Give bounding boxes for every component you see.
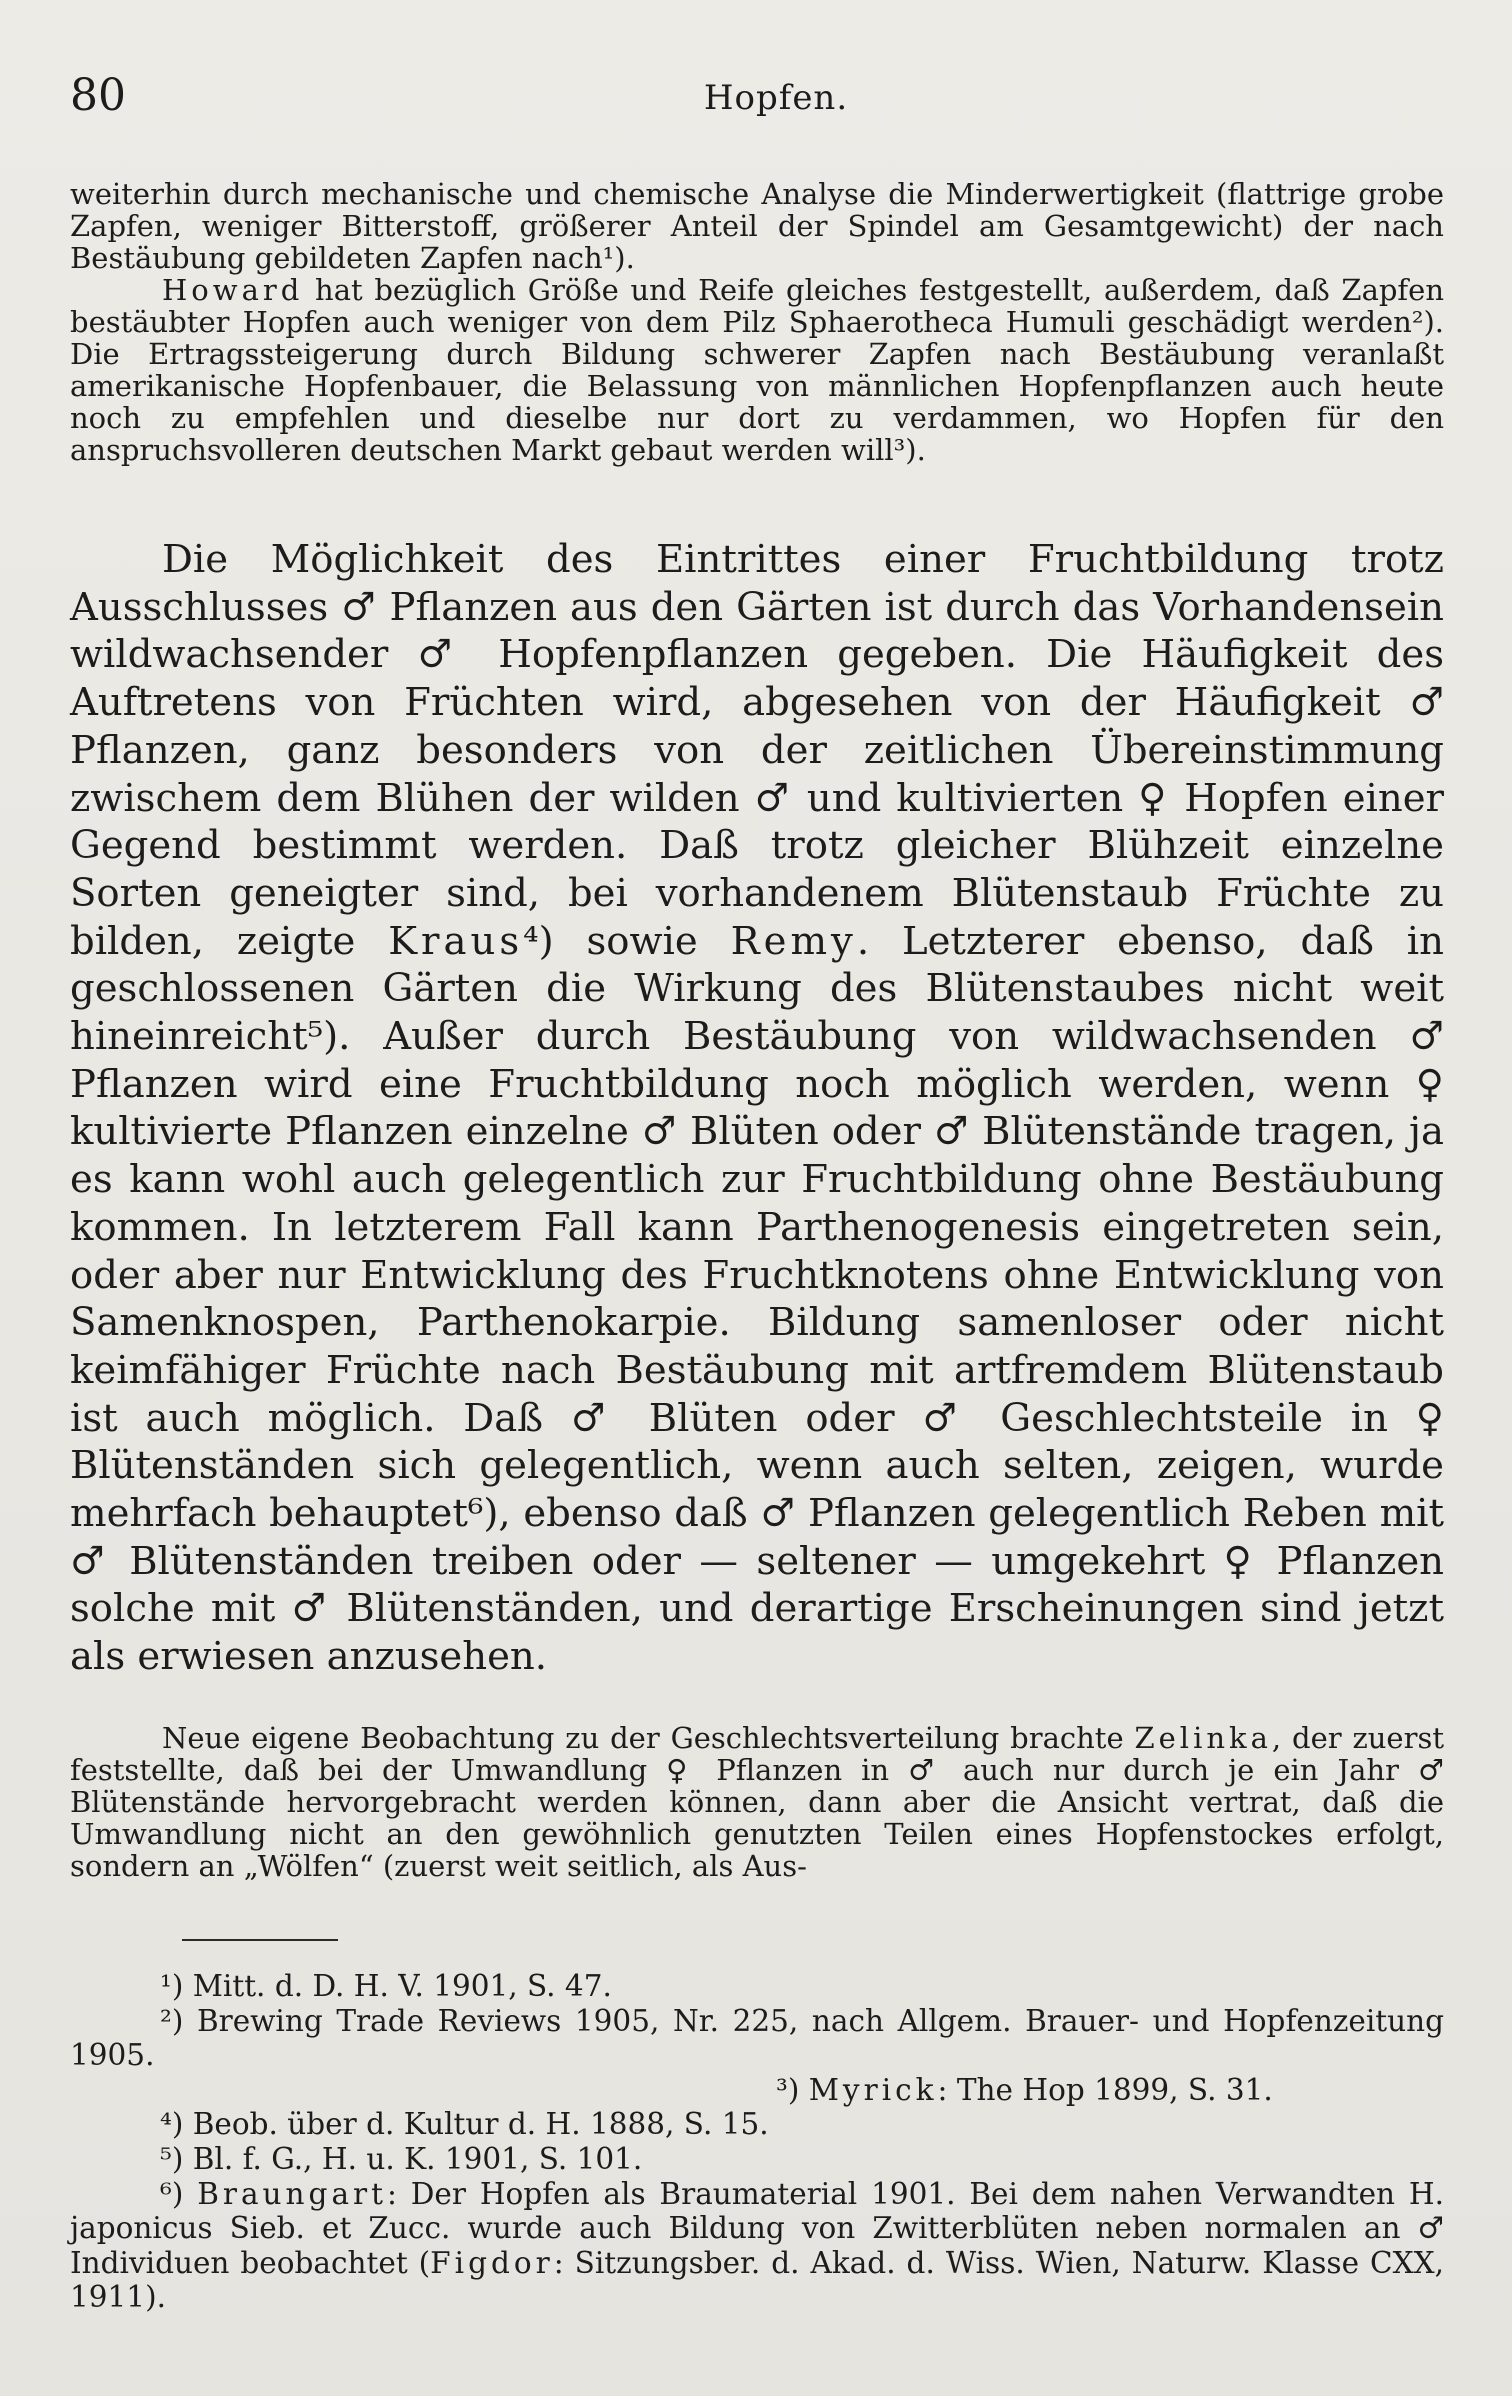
paragraph-zelinka bbox=[70, 1722, 1444, 1882]
page-number: 80 bbox=[70, 70, 126, 121]
author-name-remy: Remy bbox=[730, 918, 857, 964]
paragraph-fruchtbildung-part1: Die Möglichkeit des Eintrittes einer Fruchtbildung trotz Ausschlusses ♂ Pflanzen aus den Gärten ist durch das Vorhandensein wildwachsender ♂ Hopfenpflanzen gegeben. Die Häufigkeit des Auftretens von Früchten wird, abgesehen von der Häufigkeit ♂ Pflanzen, ganz besonders von der zeitlichen Übereinstimmung zwischem dem Blühen der wilden ♂ und kultivierten ♀ Hopfen einer Gegend bestimmt werden. Daß trotz gleicher Blühzeit einzelne Sorten geneigter sind, bei vorhandenem Blütenstaub Früchte zu bilden, zeigte bbox=[70, 537, 1444, 964]
footnote-6-marker: ⁶) bbox=[160, 2176, 198, 2211]
paragraph-continuation: weiterhin durch mechanische und chemische Analyse die Minderwertigkeit (flattrige grobe Zapfen, weniger Bitterstoff, größerer Anteil der Spindel am Gesamtgewicht) der nach Bestäubung gebildeten Zapfen nach¹). bbox=[70, 177, 1444, 275]
footnote-6 bbox=[70, 2177, 1444, 2315]
paragraph-howard bbox=[70, 274, 1444, 466]
footnote-divider bbox=[182, 1939, 338, 1941]
author-name-kraus: Kraus bbox=[388, 918, 524, 964]
footnotes bbox=[70, 1969, 1444, 2315]
author-name-braungart: Braungart bbox=[197, 2176, 387, 2211]
footnote-2: ²) Brewing Trade Reviews 1905, Nr. 225, nach Allgem. Brauer- und Hopfenzeitung 1905. bbox=[70, 2003, 1444, 2073]
running-title: Hopfen. bbox=[703, 78, 849, 118]
footnote-3-text: : The Hop 1899, S. 31. bbox=[937, 2072, 1273, 2107]
small-print-section-bottom bbox=[70, 1722, 1444, 1882]
author-name-figdor: Figdor bbox=[430, 2245, 554, 2280]
small-print-section-top bbox=[70, 178, 1444, 466]
footnote-6-text-1: : Der Hopfen als Braumaterial 1901. Bei dem nahen Verwandten H. japonicus Sieb. et Zucc. wurde auch Bildung von Zwitterblüten neben normalen an ♂ Individuen beobachtet ( bbox=[70, 2176, 1444, 2280]
paragraph-fruchtbildung-part3: . Letzterer ebenso, daß in geschlossenen Gärten die Wirkung des Blütenstaubes nicht weit hineinreicht⁵). Außer durch Bestäubung von wildwachsenden ♂ Pflanzen wird eine Fruchtbildung noch möglich werden, wenn ♀ kultivierte Pflanzen einzelne ♂ Blüten oder ♂ Blütenstände tragen, ja es kann wohl auch gelegentlich zur Fruchtbildung ohne Bestäubung kommen. In letzterem Fall kann Parthenogenesis eingetreten sein, oder aber nur Entwicklung des Fruchtknotens ohne Entwicklung von Samenknospen, Parthenokarpie. Bildung samenloser oder nicht keimfähiger Früchte nach Bestäubung mit artfremdem Blütenstaub ist auch möglich. Daß ♂ Blüten oder ♂ Geschlechtsteile in ♀ Blütenständen sich gelegentlich, wenn auch selten, zeigen, wurde mehrfach behauptet⁶), ebenso daß ♂ Pflanzen gelegentlich Reben mit ♂ Blütenständen treiben oder — seltener — umgekehrt ♀ Pflanzen solche mit ♂ Blütenständen, und derartige Erscheinungen sind jetzt als erwiesen anzusehen. bbox=[70, 918, 1444, 1680]
paragraph-fruchtbildung bbox=[70, 536, 1444, 1681]
main-text-section bbox=[70, 536, 1444, 1681]
paragraph-howard-text: hat bezüglich Größe und Reife gleiches festgestellt, außerdem, daß Zapfen bestäubter Hopfen auch weniger von dem Pilz Sphaerotheca Humuli geschädigt werden²). Die Ertragssteigerung durch Bildung schwerer Zapfen nach Bestäubung veranlaßt amerikanische Hopfenbauer, die Belassung von männlichen Hopfenpflanzen auch heute noch zu empfehlen und dieselbe nur dort zu verdammen, wo Hopfen für den anspruchsvolleren deutschen Markt gebaut werden will³). bbox=[70, 273, 1444, 467]
footnote-3-marker: ³) bbox=[776, 2072, 809, 2107]
author-name-myrick: Myrick bbox=[808, 2072, 938, 2107]
author-name-zelinka: Zelinka bbox=[1134, 1721, 1272, 1755]
paragraph-fruchtbildung-part2: ⁴) sowie bbox=[523, 918, 731, 964]
footnote-6-text-2: : Sitzungsber. d. Akad. d. Wiss. Wien, Naturw. Klasse CXX, 1911). bbox=[70, 2245, 1444, 2315]
paragraph-zelinka-part1: Neue eigene Beobachtung zu der Geschlechtsverteilung brachte bbox=[162, 1721, 1135, 1755]
footnote-5: ⁵) Bl. f. G., H. u. K. 1901, S. 101. bbox=[160, 2141, 643, 2176]
footnote-4: ⁴) Beob. über d. Kultur d. H. 1888, S. 15. bbox=[160, 2107, 769, 2142]
author-name-howard: Howard bbox=[162, 273, 304, 307]
paragraph-zelinka-part2: , der zuerst feststellte, daß bei der Umwandlung ♀ Pflanzen in ♂ auch nur durch je ein Jahr ♂ Blütenstände hervorgebracht werden können, dann aber die Ansicht vertrat, daß die Umwandlung nicht an den gewöhnlich genutzten Teilen eines Hopfenstockes erfolgt, sondern an „Wölfen“ (zuerst weit seitlich, als Aus- bbox=[70, 1721, 1444, 1883]
page-header bbox=[70, 70, 1442, 134]
footnote-3 bbox=[70, 2073, 1444, 2108]
footnote-1: ¹) Mitt. d. D. H. V. 1901, S. 47. bbox=[160, 1969, 612, 2003]
